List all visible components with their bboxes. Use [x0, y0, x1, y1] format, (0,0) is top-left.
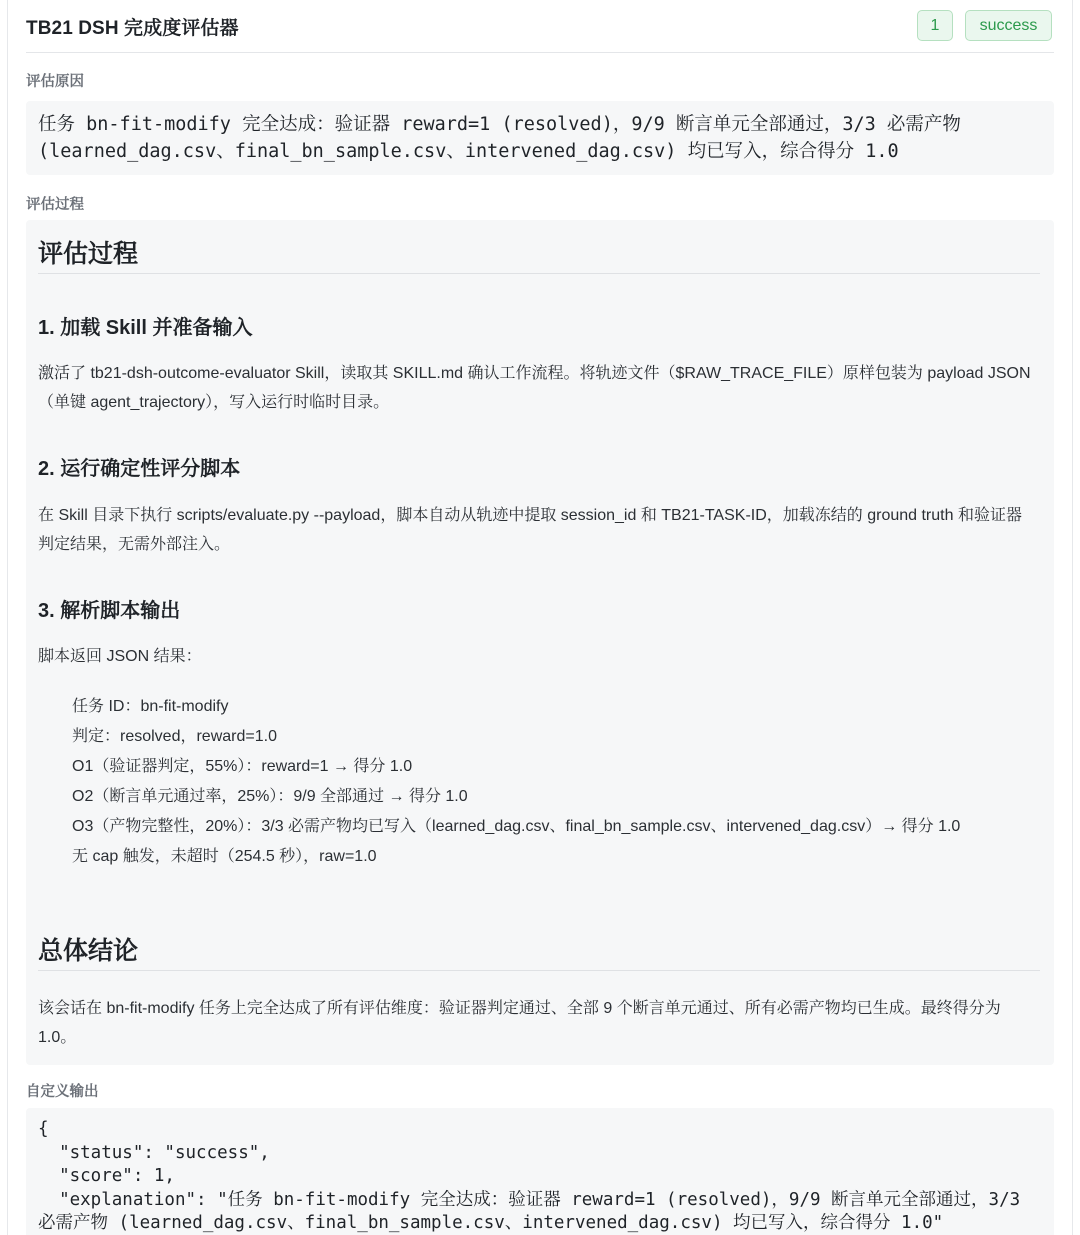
list-item: 无 cap 触发，未超时（254.5 秒），raw=1.0	[72, 848, 377, 865]
process-label: 评估过程	[26, 197, 84, 213]
conclusion-heading: 总体结论	[38, 937, 139, 965]
status-badge: success	[965, 10, 1052, 41]
evaluator-card	[7, 0, 1073, 1235]
count-badge: 1	[917, 10, 953, 41]
output-label: 自定义输出	[26, 1084, 99, 1100]
step-2-title: 2. 运行确定性评分脚本	[38, 458, 241, 480]
step-3-text: 脚本返回 JSON 结果：	[38, 648, 202, 665]
conclusion-text: 该会话在 bn-fit-modify 任务上完全达成了所有评估维度：验证器判定通过、全部 9 个断言单元通过、所有必需产物均已生成。最终得分为 1.0。	[38, 1000, 1001, 1046]
list-item: O3（产物完整性，20%）：3/3 必需产物均已写入（learned_dag.csv、final_bn_sample.csv、intervened_dag.csv）→ 得分 1.0	[72, 818, 961, 835]
list-item: O2（断言单元通过率，25%）：9/9 全部通过 → 得分 1.0	[72, 788, 468, 805]
list-item: 任务 ID：bn-fit-modify	[72, 698, 229, 715]
list-item: 判定：resolved，reward=1.0	[72, 728, 277, 745]
reason-text: 任务 bn-fit-modify 完全达成：验证器 reward=1 (resolved)，9/9 断言单元全部通过，3/3 必需产物 (learned_dag.csv、final_bn_sample.csv、intervened_dag.csv) 均已写入，综合得分 1.0	[26, 101, 1054, 175]
list-item: O1（验证器判定，55%）：reward=1 → 得分 1.0	[72, 758, 413, 775]
evaluator-title: TB21 DSH 完成度评估器	[26, 18, 239, 39]
divider	[38, 273, 1040, 274]
divider	[38, 970, 1040, 971]
step-1-title: 1. 加载 Skill 并准备输入	[38, 317, 253, 339]
result-list	[72, 694, 1034, 874]
process-heading: 评估过程	[38, 240, 139, 268]
process-panel	[26, 220, 1054, 1065]
custom-output-json: { "status": "success", "score": 1, "explanation": "任务 bn-fit-modify 完全达成：验证器 reward=1 (resolved)，9/9 断言单元全部通过，3/3 必需产物 (learned_dag.csv、final_bn_sample.csv、intervened_dag.csv) 均已写入，综合得分 1.0"	[26, 1108, 1054, 1235]
step-1-text: 激活了 tb21-dsh-outcome-evaluator Skill，读取其 SKILL.md 确认工作流程。将轨迹文件（$RAW_TRACE_FILE）原样包装为 payload JSON（单键 agent_trajectory），写入运行时临时目录。	[38, 365, 1031, 411]
card-header	[26, 0, 1054, 53]
step-2-text: 在 Skill 目录下执行 scripts/evaluate.py --payload，脚本自动从轨迹中提取 session_id 和 TB21-TASK-ID，加载冻结的 ground truth 和验证器判定结果，无需外部注入。	[38, 507, 1022, 553]
step-3-title: 3. 解析脚本输出	[38, 600, 181, 622]
reason-label: 评估原因	[26, 74, 84, 90]
